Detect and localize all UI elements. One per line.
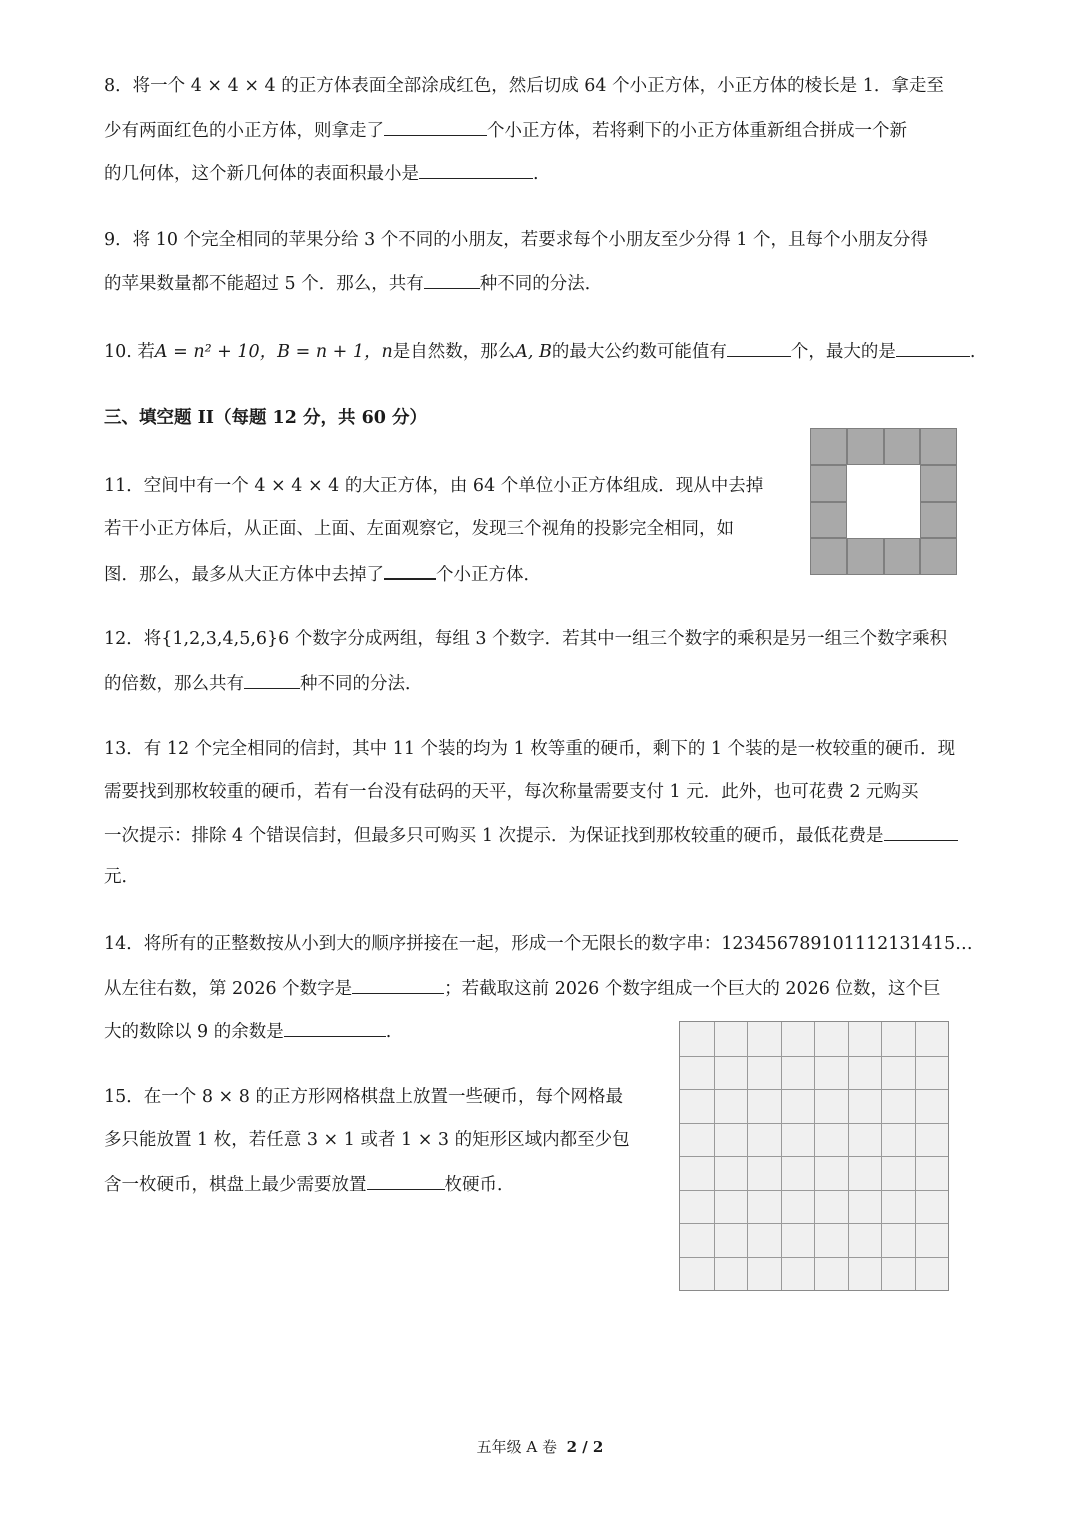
- q13-line4: 元．: [104, 867, 139, 887]
- q14-answer-blank-2[interactable]: [284, 1018, 386, 1037]
- grid-line: [680, 1156, 948, 1157]
- grid-line: [680, 1257, 948, 1258]
- page-number: 2 / 2: [566, 1438, 604, 1456]
- q13-answer-blank[interactable]: [884, 822, 958, 841]
- q13-line2: 需要找到那枚较重的硬币，若有一台没有砝码的天平，每次称量需要支付 1 元．此外，也可花费 2 元购买: [104, 782, 919, 802]
- q15-line3: 含一枚硬币，棋盘上最少需要放置 枚硬币．: [104, 1171, 515, 1197]
- q12-line1: 12．将{1,2,3,4,5,6}6 个数字分成两组，每组 3 个数字．若其中一组三个数字的乘积是另一组三个数字乘积: [104, 629, 948, 649]
- q9-answer-blank[interactable]: [424, 270, 480, 289]
- exam-name: 五年级 A 卷: [476, 1438, 558, 1456]
- q14-answer-blank-1[interactable]: [352, 975, 444, 994]
- q8-answer-blank-1[interactable]: [384, 117, 487, 136]
- q10-answer-blank-2[interactable]: [896, 338, 970, 357]
- cube-projection-figure: [810, 428, 957, 575]
- chessboard-grid-figure: [679, 1021, 949, 1291]
- projection-cell: [920, 428, 957, 465]
- q8-answer-blank-2[interactable]: [419, 160, 533, 179]
- q15-answer-blank[interactable]: [367, 1171, 445, 1190]
- grid-line: [848, 1022, 849, 1290]
- q12-answer-blank[interactable]: [244, 670, 300, 689]
- grid-line: [680, 1223, 948, 1224]
- projection-cell: [920, 465, 957, 502]
- page-footer: [0, 1436, 1080, 1457]
- q11-answer-blank[interactable]: [384, 560, 436, 580]
- projection-cell: [810, 538, 847, 575]
- q12-line2: 的倍数，那么共有 种不同的分法．: [104, 670, 423, 696]
- q11-line3: 图．那么，最多从大正方体中去掉了 个小正方体．: [104, 560, 541, 587]
- q14-line2: 从左往右数，第 2026 个数字是 ；若截取这前 2026 个数字组成一个巨大的 2026 位数，这个巨: [104, 975, 941, 1001]
- q11-line1: 11．空间中有一个 4 × 4 × 4 的大正方体，由 64 个单位小正方体组成．现从中去掉: [104, 476, 764, 496]
- projection-cell: [884, 538, 921, 575]
- grid-line: [915, 1022, 916, 1290]
- q8-line3: 的几何体，这个新几何体的表面积最小是 .: [104, 160, 539, 186]
- projection-cell: [847, 428, 884, 465]
- q13-line3: 一次提示：排除 4 个错误信封，但最多只可购买 1 次提示．为保证找到那枚较重的硬币，最低花费是: [104, 822, 958, 848]
- q14-line3: 大的数除以 9 的余数是 .: [104, 1018, 391, 1044]
- projection-cell: [847, 538, 884, 575]
- q9-line2: 的苹果数量都不能超过 5 个．那么，共有 种不同的分法．: [104, 270, 602, 296]
- projection-cell: [920, 502, 957, 539]
- section-3-heading: 三、填空题 II（每题 12 分，共 60 分）: [104, 408, 428, 428]
- q14-line1: 14．将所有的正整数按从小到大的顺序拼接在一起，形成一个无限长的数字串：123456789101112131415…: [104, 934, 973, 954]
- projection-cell: [884, 428, 921, 465]
- grid-line: [680, 1190, 948, 1191]
- q9-line1: 9．将 10 个完全相同的苹果分给 3 个不同的小朋友，若要求每个小朋友至少分得 1 个，且每个小朋友分得: [104, 230, 929, 250]
- q15-line2: 多只能放置 1 枚，若任意 3 × 1 或者 1 × 3 的矩形区域内都至少包: [104, 1130, 630, 1150]
- q11-line2: 若干小正方体后，从正面、上面、左面观察它，发现三个视角的投影完全相同，如: [104, 519, 734, 539]
- q8-line2: 少有两面红色的小正方体，则拿走了 个小正方体，若将剩下的小正方体重新组合拼成一个新: [104, 117, 907, 143]
- q15-line1: 15．在一个 8 × 8 的正方形网格棋盘上放置一些硬币，每个网格最: [104, 1087, 623, 1107]
- projection-cell: [920, 538, 957, 575]
- projection-cell: [810, 428, 847, 465]
- grid-line: [881, 1022, 882, 1290]
- q13-line1: 13．有 12 个完全相同的信封，其中 11 个装的均为 1 枚等重的硬币，剩下的 1 个装的是一枚较重的硬币．现: [104, 739, 956, 759]
- q10-line: 10. 若A = n² + 10，B = n + 1，n是自然数，那么A, B的最大公约数可能值有 个，最大的是 .: [104, 338, 976, 364]
- projection-cell: [810, 465, 847, 502]
- q8-line1: 8．将一个 4 × 4 × 4 的正方体表面全部涂成红色，然后切成 64 个小正方体，小正方体的棱长是 1．拿走至: [104, 76, 944, 96]
- projection-cell: [810, 502, 847, 539]
- q10-answer-blank-1[interactable]: [727, 338, 791, 357]
